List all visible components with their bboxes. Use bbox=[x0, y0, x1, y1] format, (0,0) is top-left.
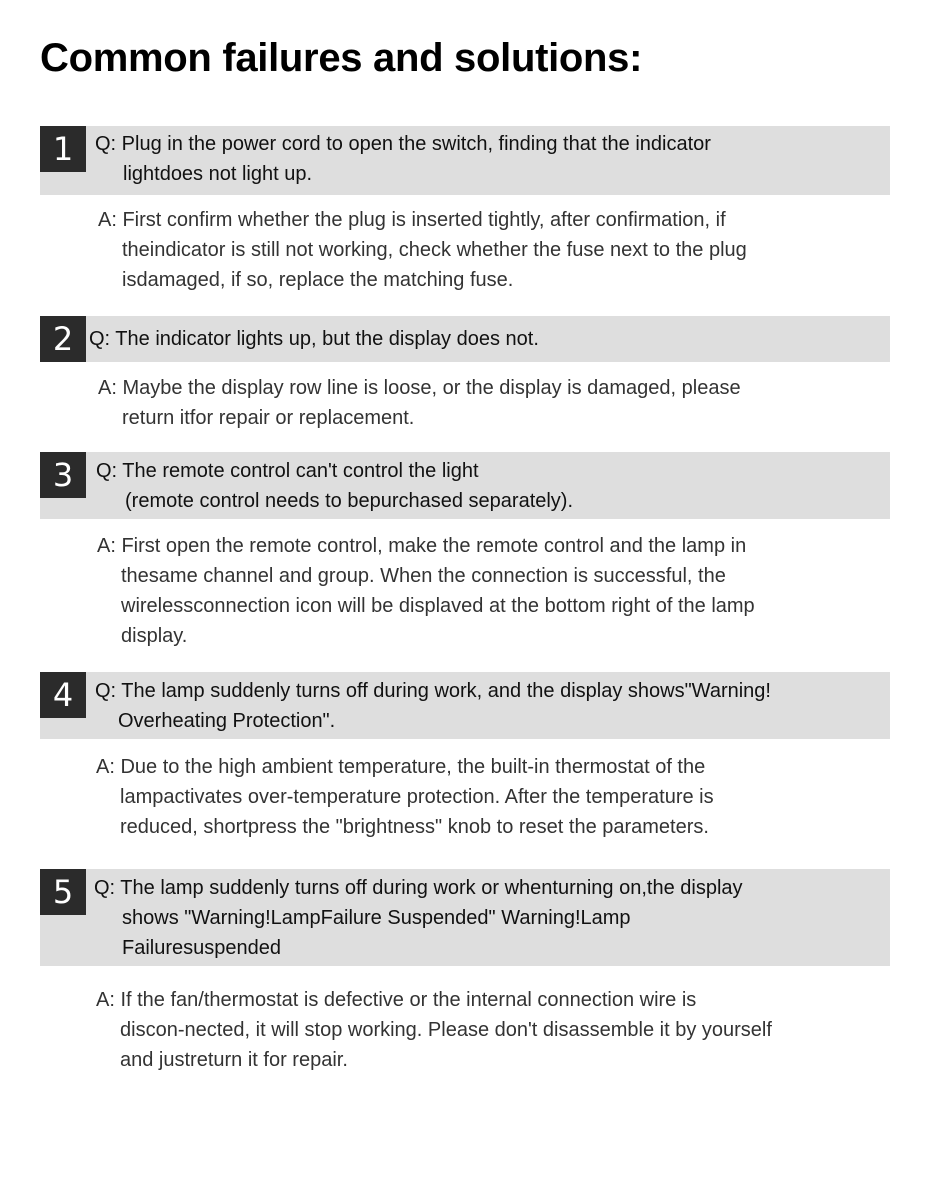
answer-line: reduced, shortpress the "brightness" knob to reset the parameters. bbox=[120, 816, 709, 838]
question-line: Q: The remote control can't control the light bbox=[96, 460, 479, 482]
answer-line: return itfor repair or replacement. bbox=[122, 407, 415, 429]
question-line: Q: The lamp suddenly turns off during work, and the display shows"Warning! bbox=[95, 680, 771, 702]
answer-text-1 bbox=[98, 205, 747, 295]
answer-line: A: Due to the high ambient temperature, the built-in thermostat of the bbox=[96, 756, 706, 778]
answer-line: A: If the fan/thermostat is defective or the internal connection wire is bbox=[96, 989, 697, 1011]
question-line: Q: The lamp suddenly turns off during work or whenturning on,the display bbox=[94, 877, 743, 899]
question-text-2 bbox=[89, 324, 539, 354]
page-title: Common failures and solutions: bbox=[40, 36, 643, 80]
answer-text-2 bbox=[98, 373, 741, 433]
answer-line: and justreturn it for repair. bbox=[120, 1049, 348, 1071]
item-number-badge: 4 bbox=[40, 672, 86, 718]
item-number-badge: 1 bbox=[40, 126, 86, 172]
question-line: (remote control needs to bepurchased separately). bbox=[125, 490, 574, 512]
question-text-1 bbox=[95, 129, 711, 189]
item-number-badge: 2 bbox=[40, 316, 86, 362]
question-line: lightdoes not light up. bbox=[123, 163, 313, 185]
item-number-badge: 5 bbox=[40, 869, 86, 915]
answer-line: isdamaged, if so, replace the matching fuse. bbox=[122, 269, 514, 291]
answer-line: theindicator is still not working, check whether the fuse next to the plug bbox=[122, 239, 747, 261]
answer-line: lampactivates over-temperature protection. After the temperature is bbox=[120, 786, 714, 808]
answer-text-5 bbox=[96, 985, 772, 1075]
question-text-3 bbox=[96, 456, 573, 516]
answer-line: A: First confirm whether the plug is inserted tightly, after confirmation, if bbox=[98, 209, 726, 231]
answer-line: wirelessconnection icon will be displaved at the bottom right of the lamp bbox=[121, 595, 755, 617]
question-line: Q: Plug in the power cord to open the switch, finding that the indicator bbox=[95, 133, 711, 155]
question-line: Q: The indicator lights up, but the display does not. bbox=[89, 328, 539, 350]
answer-line: thesame channel and group. When the connection is successful, the bbox=[121, 565, 726, 587]
answer-line: A: Maybe the display row line is loose, or the display is damaged, please bbox=[98, 377, 741, 399]
question-text-5 bbox=[94, 873, 743, 963]
answer-text-4 bbox=[96, 752, 714, 842]
question-line: Failuresuspended bbox=[122, 937, 281, 959]
item-number-badge: 3 bbox=[40, 452, 86, 498]
question-line: Overheating Protection". bbox=[118, 710, 336, 732]
question-text-4 bbox=[95, 676, 771, 736]
answer-line: discon-nected, it will stop working. Please don't disassemble it by yourself bbox=[120, 1019, 772, 1041]
question-line: shows "Warning!LampFailure Suspended" Warning!Lamp bbox=[122, 907, 631, 929]
answer-line: A: First open the remote control, make the remote control and the lamp in bbox=[97, 535, 747, 557]
answer-line: display. bbox=[121, 625, 188, 647]
answer-text-3 bbox=[97, 531, 755, 651]
